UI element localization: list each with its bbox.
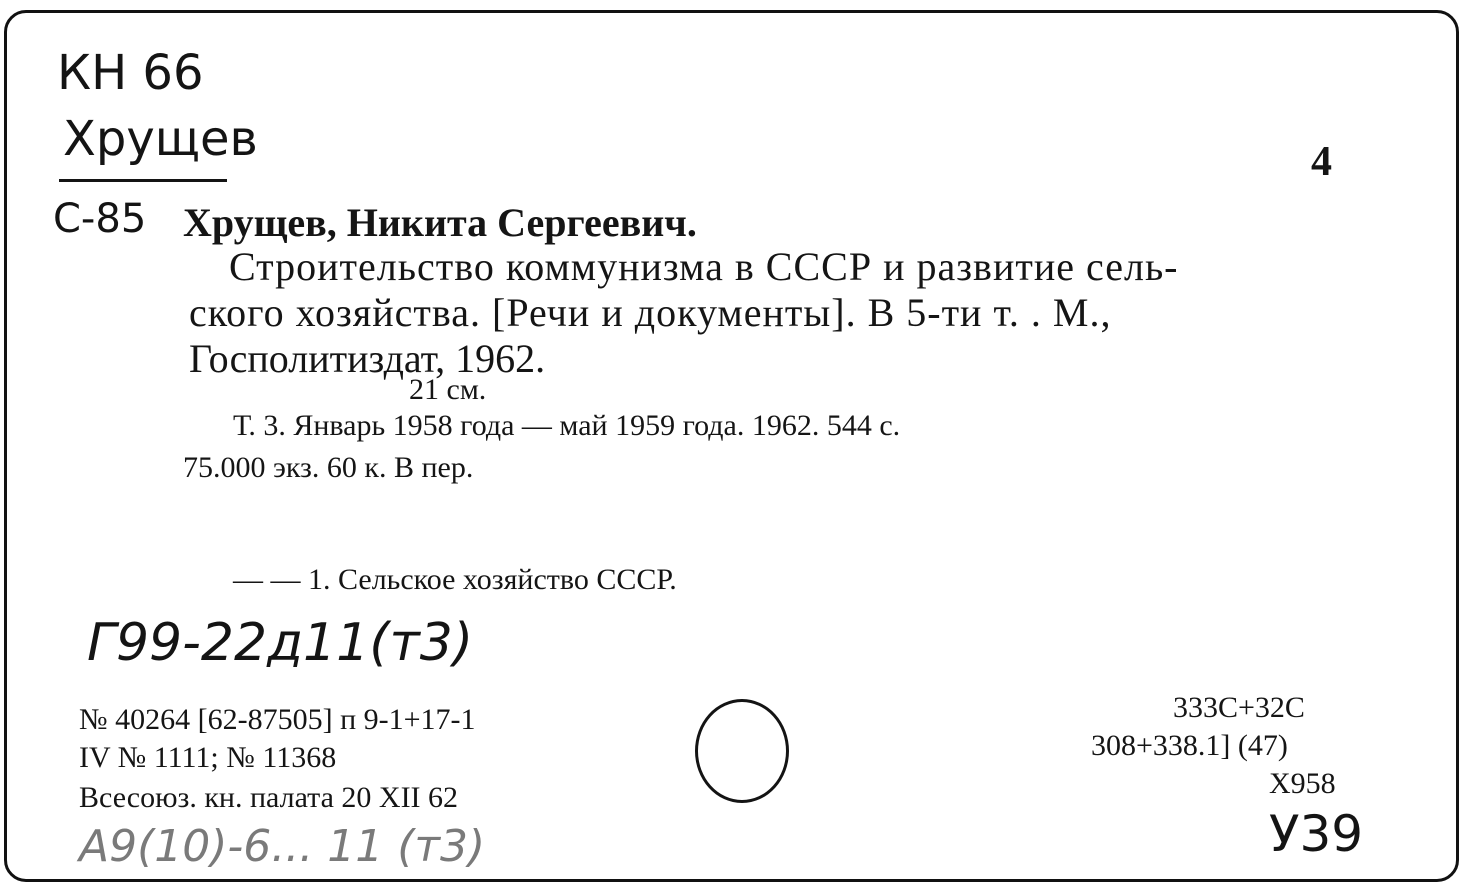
class-line-1: 333С+32С (1173, 691, 1305, 724)
class-line-3: Х958 (1269, 767, 1336, 800)
title-line-3: Госполитиздат, 1962. (189, 336, 546, 381)
record-line-3: Всесоюз. кн. палата 20 XII 62 (79, 781, 459, 814)
handwritten-underline (59, 179, 227, 182)
catalog-card (4, 10, 1459, 882)
author-heading: Хрущев, Никита Сергеевич. (183, 200, 697, 245)
handwritten-shelf-mark: КН 66 (57, 45, 204, 101)
class-line-2: 308+338.1] (47) (1091, 729, 1288, 762)
card-number: 4 (1311, 139, 1332, 185)
handwritten-circle (695, 699, 789, 803)
handwritten-bottom-note: А9(10)-6... 11 (т3) (79, 821, 486, 872)
size-line: 21 см. (409, 373, 487, 406)
title-line-2: ского хозяйства. [Речи и документы]. В 5-ти т. . М., (189, 290, 1112, 335)
record-line-2: IV № 1111; № 11368 (79, 741, 337, 774)
volume-line-1: Т. 3. Январь 1958 года — май 1959 года. 1962. 544 с. (233, 409, 901, 442)
subject-heading: — — 1. Сельское хозяйство СССР. (233, 563, 677, 596)
handwritten-call-number: С-85 (53, 196, 147, 242)
handwritten-shelf-name: Хрущев (63, 111, 258, 167)
record-line-1: № 40264 [62-87505] п 9-1+17-1 (79, 703, 476, 736)
volume-line-2: 75.000 экз. 60 к. В пер. (183, 451, 474, 484)
handwritten-index-code: У39 (1269, 805, 1364, 863)
handwritten-holding-number: Г99-22д11(т3) (87, 613, 474, 673)
title-line-1: Строительство коммунизма в СССР и развитие сель- (229, 244, 1179, 289)
